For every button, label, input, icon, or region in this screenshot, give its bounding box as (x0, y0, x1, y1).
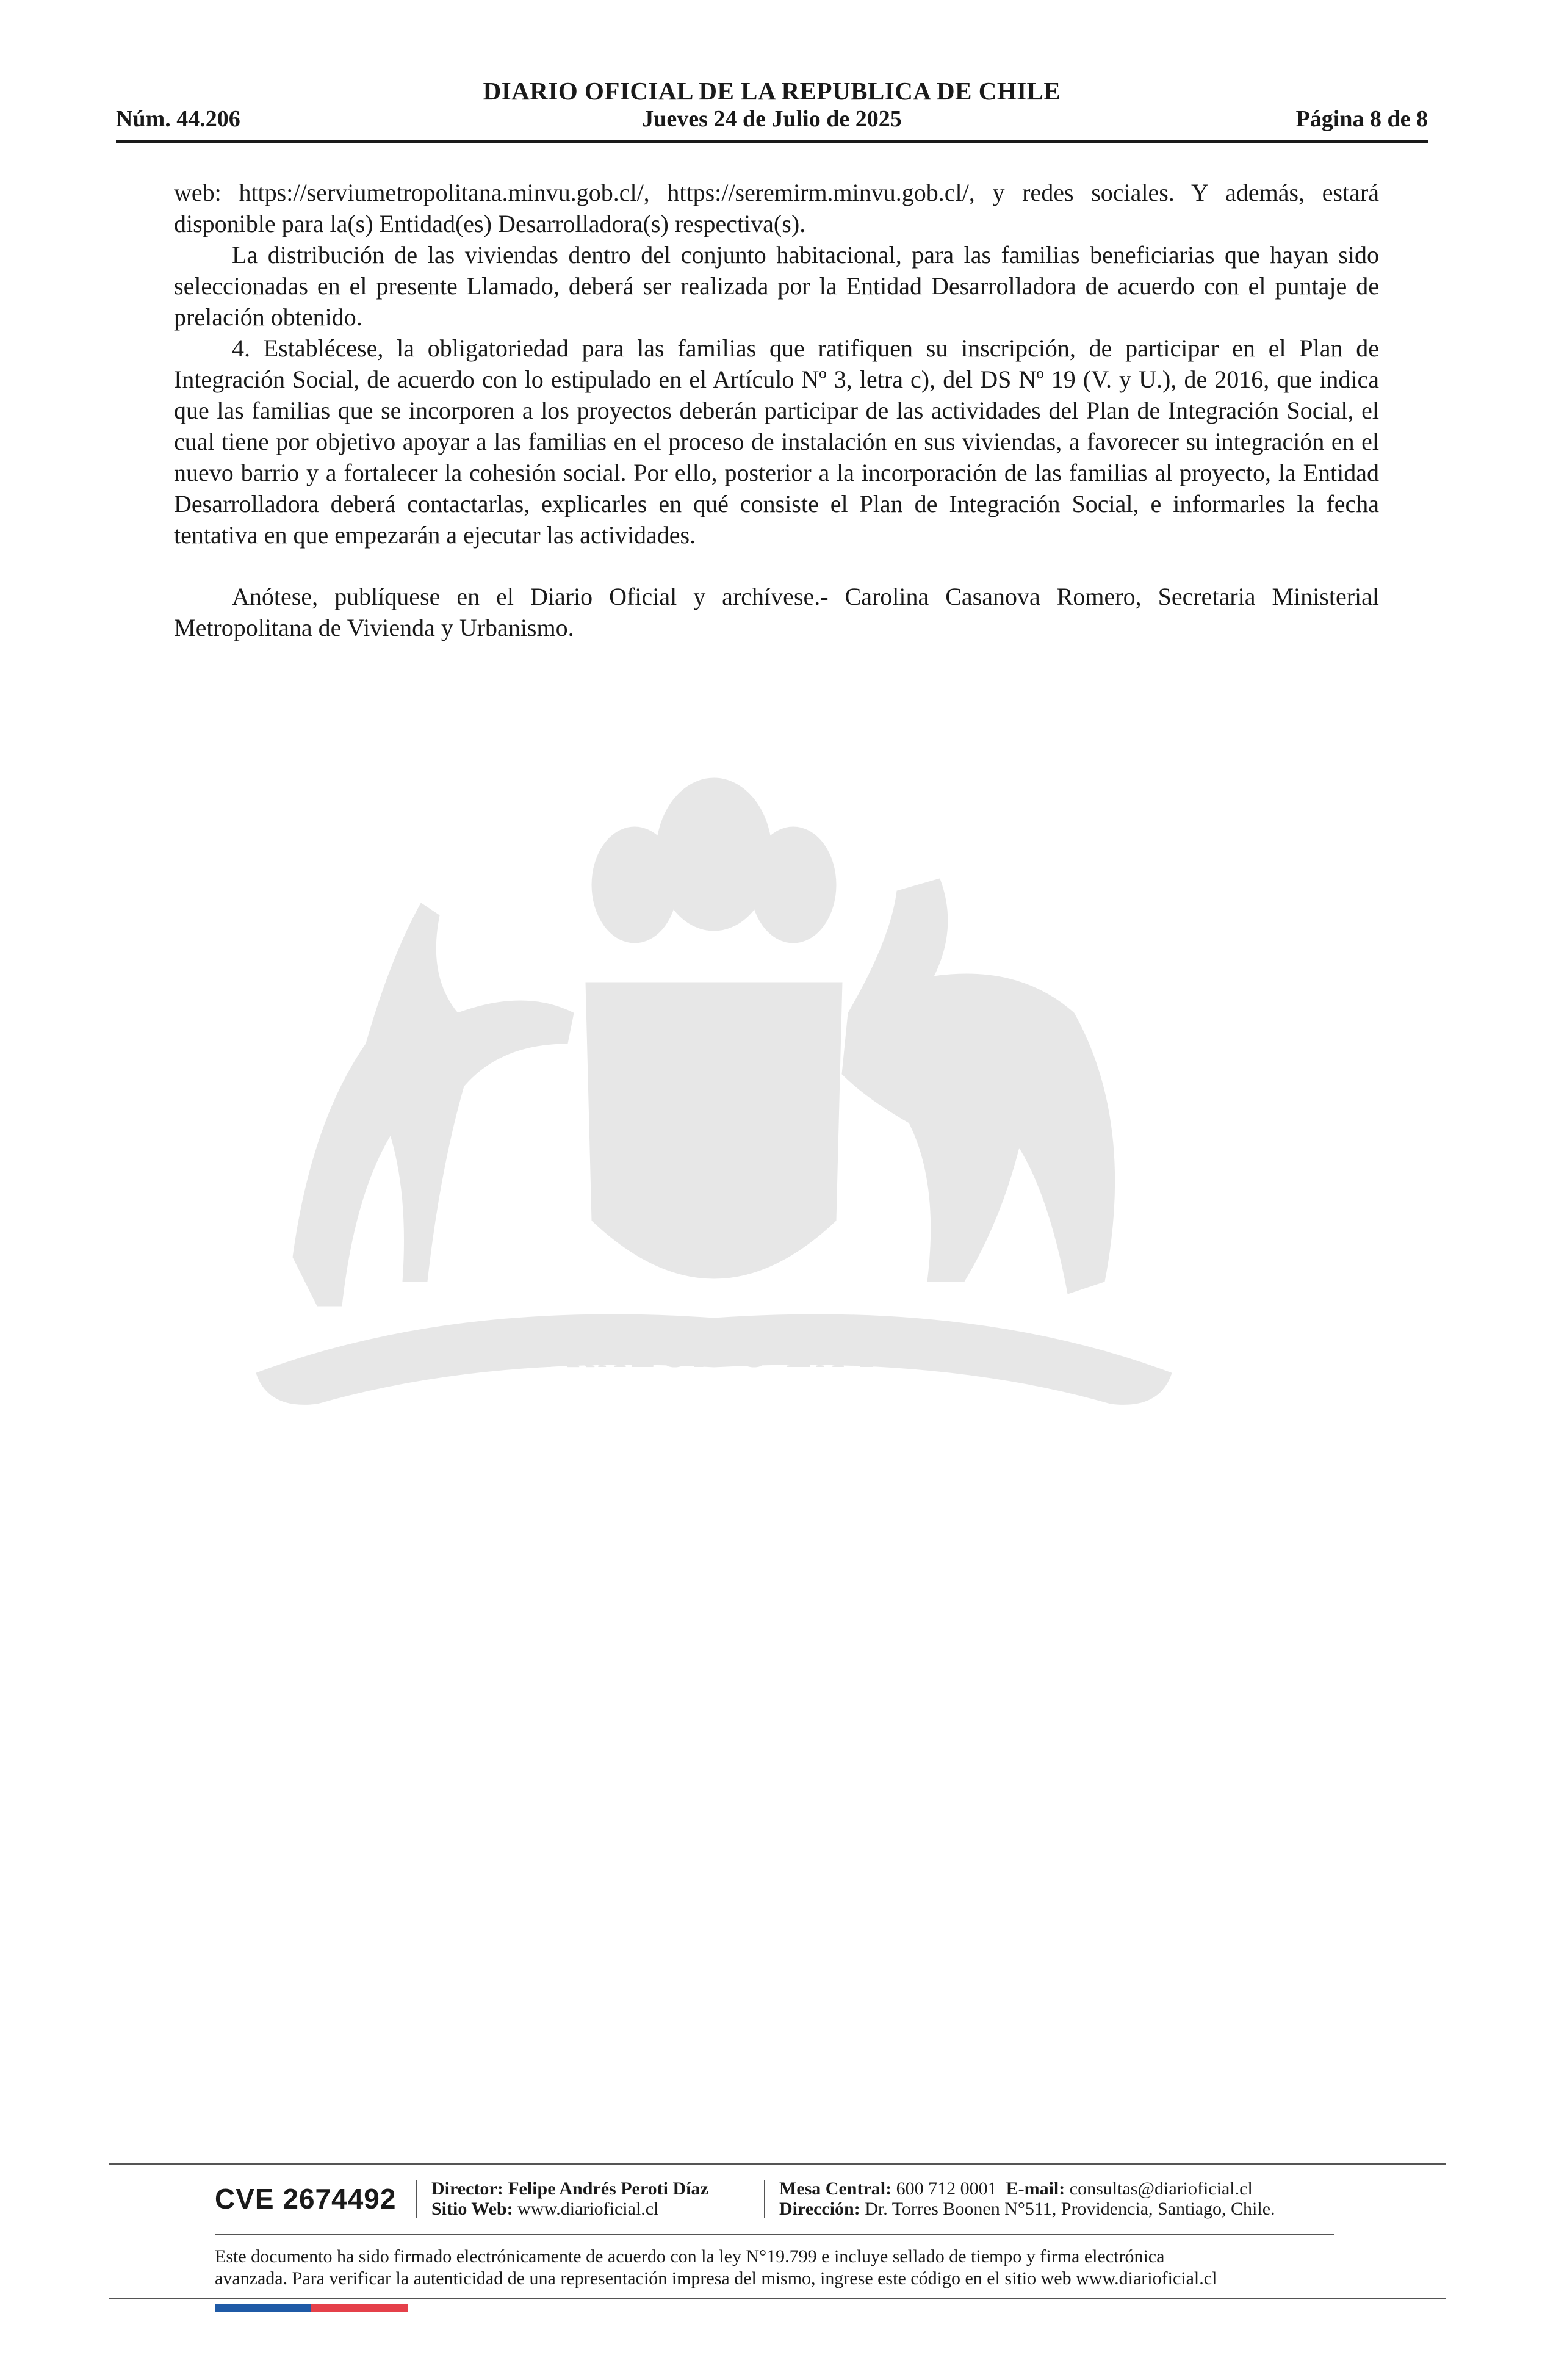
flag-stripe-blue (215, 2304, 311, 2312)
footer-info (215, 2179, 1374, 2221)
website-link[interactable]: www.diarioficial.cl (517, 2199, 659, 2219)
legal-line-2: avanzada. Para verificar la autenticidad de una representación impresa del mismo, ingrese este código en el sitio web www.diarioficial.cl (215, 2268, 1217, 2288)
legal-line-1: Este documento ha sido firmado electrónicamente de acuerdo con la ley N°19.799 e incluye sellado de tiempo y firma electrónica (215, 2246, 1165, 2266)
coat-of-arms-icon (207, 757, 1220, 1581)
paragraph-web: web: https://serviumetropolitana.minvu.gob.cl/, https://seremirm.minvu.gob.cl/, y redes sociales. Y además, estará disponible para la(s) Entidad(es) Desarrolladora(s) respectiva(s). (174, 179, 1379, 237)
legal-notice (215, 2246, 1344, 2290)
footer-separator (764, 2180, 765, 2218)
cve-code: CVE 2674492 (215, 2183, 397, 2215)
email-label: E-mail: (1006, 2179, 1065, 2199)
address-label: Dirección: (779, 2199, 860, 2219)
phone-number: 600 712 0001 (896, 2179, 997, 2199)
website-label: Sitio Web: (431, 2199, 513, 2219)
footer-contact-block (779, 2179, 1275, 2219)
paragraph-article-4: 4. Establécese, la obligatoriedad para las familias que ratifiquen su inscripción, de participar en el Plan de Integración Social, de acuerdo con lo estipulado en el Artículo Nº 3, letra c), del DS Nº 19 (V. y U.), de 2016, que indica que las familias que se incorporen a los proyectos deberán participar de las actividades del Plan de Integración Social, el cual tiene por objetivo apoyar a las familias en el proceso de instalación en sus viviendas, a favorecer su integración en el nuevo barrio y a fortalecer la cohesión social. Por ello, posterior a la incorporación de las familias al proyecto, la Entidad Desarrolladora deberá contactarlas, explicarles en qué consiste el Plan de Integración Social, e informarles la fecha tentativa en que empezarán a ejecutar las actividades. (174, 334, 1379, 549)
footer-separator (416, 2180, 417, 2218)
issue-number: Núm. 44.206 (116, 106, 240, 132)
page-header (116, 76, 1428, 142)
flag-stripe-red (311, 2304, 408, 2312)
header-divider (116, 140, 1428, 143)
footer-divider-mid (215, 2234, 1334, 2235)
director-name: Felipe Andrés Peroti Díaz (508, 2179, 708, 2199)
footer-divider-top (109, 2163, 1446, 2165)
publication-title: DIARIO OFICIAL DE LA REPUBLICA DE CHILE (483, 77, 1061, 105)
phone-label: Mesa Central: (779, 2179, 892, 2199)
page-number: Página 8 de 8 (1295, 106, 1428, 132)
footer-director-block (431, 2179, 708, 2219)
document-body (174, 177, 1379, 643)
paragraph-distribution: La distribución de las viviendas dentro del conjunto habitacional, para las familias beneficiarias que hayan sido seleccionadas en el presente Llamado, deberá ser realizada por la Entidad Desarrolladora de acuerdo con el puntaje de prelación obtenido. (174, 241, 1379, 331)
signature-paragraph: Anótese, publíquese en el Diario Oficial y archívese.- Carolina Casanova Romero, Secretaria Ministerial Metropolitana de Vivienda y Urbanismo. (174, 583, 1379, 641)
email-link[interactable]: consultas@diarioficial.cl (1069, 2179, 1253, 2199)
motto-text: POR LA RAZON O LA FUERZA (386, 1332, 1042, 1376)
footer-divider-bottom (109, 2298, 1446, 2299)
address-text: Dr. Torres Boonen N°511, Providencia, Santiago, Chile. (865, 2199, 1275, 2219)
director-label: Director: (431, 2179, 503, 2199)
issue-date: Jueves 24 de Julio de 2025 (642, 106, 902, 132)
